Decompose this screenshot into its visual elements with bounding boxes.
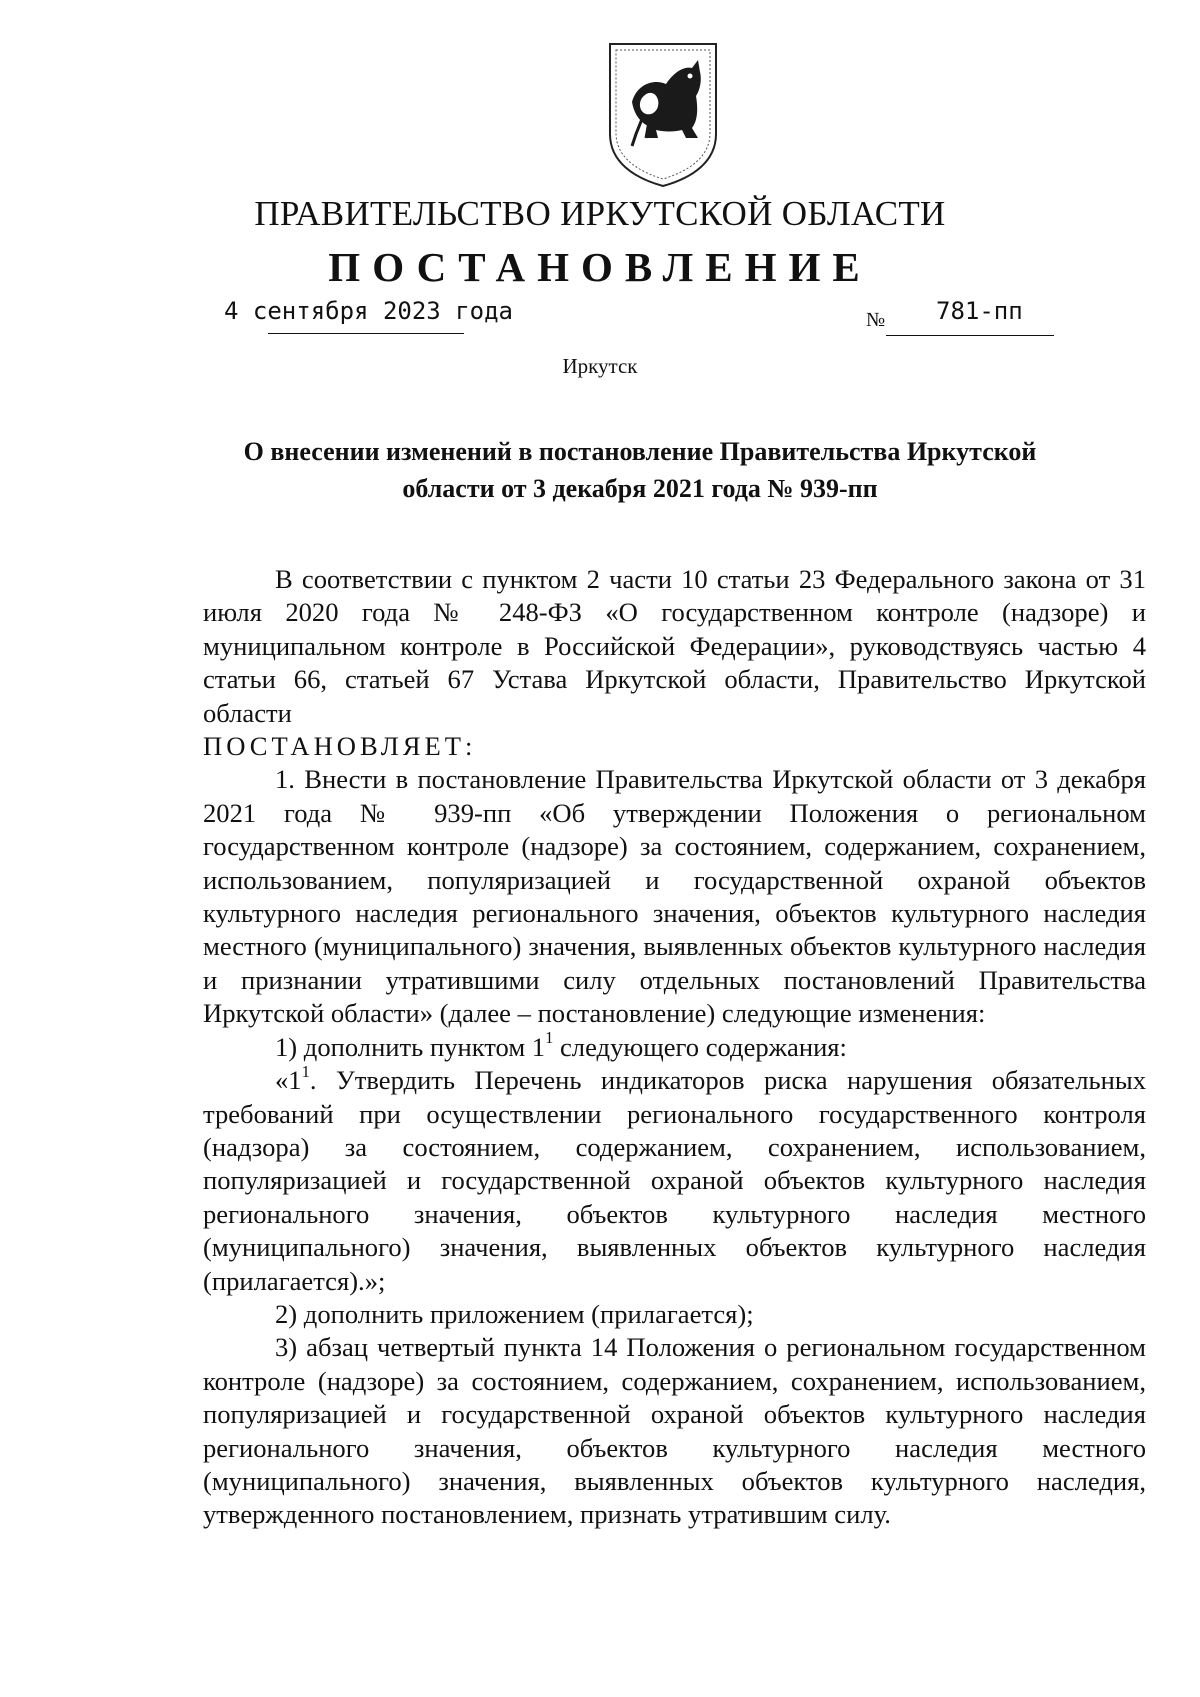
city-label: Иркутск [562,354,638,378]
resolves-heading: ПОСТАНОВЛЯЕТ: [203,731,477,762]
quote-start: «1 [275,1065,302,1096]
organization-title: ПРАВИТЕЛЬСТВО ИРКУТСКОЙ ОБЛАСТИ [254,194,946,233]
quoted-item-paragraph [203,1061,1146,1298]
document-type-title: ПОСТАНОВЛЕНИЕ [328,244,872,290]
document-subject [200,433,1080,507]
date-underline [268,333,464,334]
subitem-2-paragraph: 2) дополнить приложением (прилагается); [275,1298,754,1329]
document-date: 4 сентября 2023 года [224,297,513,325]
quote-text: . Утвердить Перечень индикаторов риска нарушения обязательных требований при осуществлении регионального государственного контроля (надзора) за состоянием, содержанием, сохранением, использованием, популяризацией и государственной охраной объектов культурного наследия регионального значения, объектов культурного наследия местного (муниципального) значения, выявленных объектов культурного наследия (прилагается).»; [203,1065,1146,1296]
subitem-1-text-end: следующего содержания: [553,1031,847,1062]
subitem-1-text: 1) дополнить пунктом 1 [275,1031,546,1062]
subject-line-2: области от 3 декабря 2021 года № 939-пп [402,474,878,503]
coat-of-arms-emblem [602,38,724,190]
coat-of-arms-icon [602,38,724,190]
document-body [203,563,1146,1532]
preamble-paragraph: В соответствии с пунктом 2 части 10 статьи 23 Федерального закона от 31 июля 2020 года № 248-ФЗ «О государственном контроле (надзоре) и муниципальном контроле в Российской Федерации», руководствуясь частью 4 статьи 66, статьей 67 Устава Иркутской области, Правительство Иркутской области [203,564,1146,728]
number-sign: № [866,309,886,331]
item-1-paragraph: 1. Внести в постановление Правительства Иркутской области от 3 декабря 2021 года № 939-пп «Об утверждении Положения о региональном государственном контроле (надзоре) за состоянием, содержанием, сохранением, использованием, популяризацией и государственной охраной объектов культурного наследия регионального значения, объектов культурного наследия местного (муниципального) значения, выявленных объектов культурного наследия и признании утратившими силу отдельных постановлений Правительства Иркутской области» (далее – постановление) следующие изменения: [203,764,1146,1029]
number-underline [886,335,1054,336]
document-number: 781-пп [936,297,1023,325]
subject-line-1: О внесении изменений в постановление Правительства Иркутской [243,437,1037,466]
superscript: 1 [545,1028,554,1048]
superscript: 1 [301,1061,310,1081]
subitem-1-paragraph [203,1028,1146,1064]
subitem-3-paragraph: 3) абзац четвертый пункта 14 Положения о региональном государственном контроле (надзоре) за состоянием, содержанием, сохранением, использованием, популяризацией и государственной охраной объектов культурного наследия регионального значения, объектов культурного наследия местного (муниципального) значения, выявленных объектов культурного наследия, утвержденного постановлением, признать утратившим силу. [203,1332,1146,1530]
